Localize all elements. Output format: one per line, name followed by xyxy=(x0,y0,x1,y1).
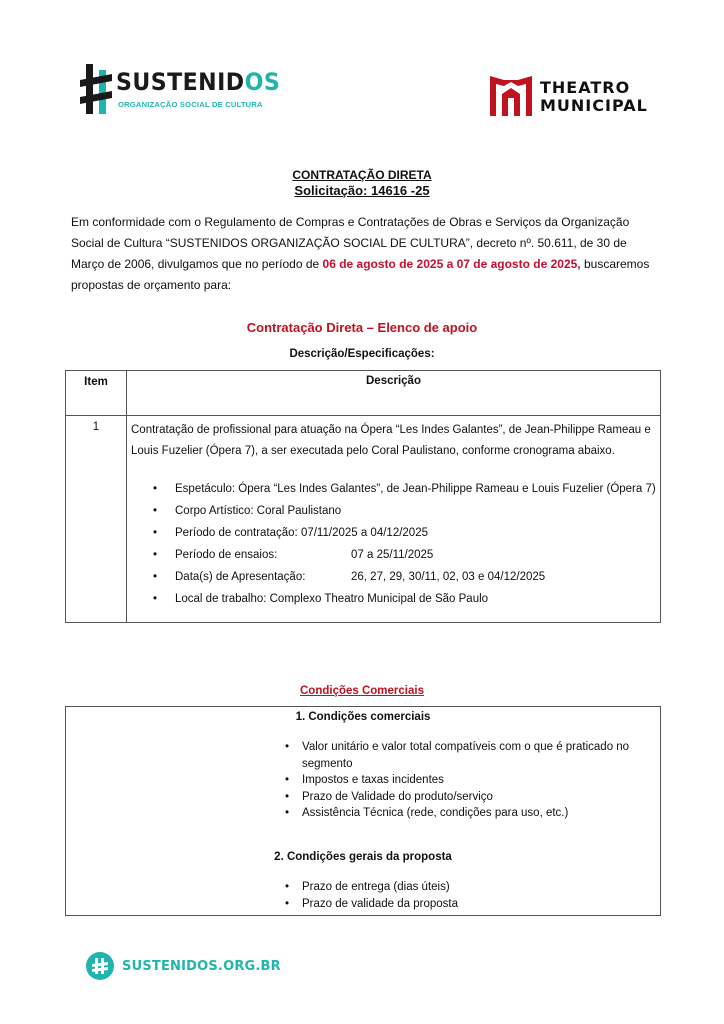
theatro-line1: THEATRO xyxy=(540,78,631,97)
period-highlight: 06 de agosto de 2025 a 07 de agosto de 2025, xyxy=(322,257,581,271)
list-item: • Prazo de validade da proposta xyxy=(302,896,652,913)
column-header-description: Descrição xyxy=(127,371,661,416)
list-item: • Impostos e taxas incidentes xyxy=(302,772,652,789)
list-item: • Período de ensaios: 07 a 25/11/2025 xyxy=(175,544,656,566)
item-description xyxy=(127,416,661,623)
column-header-item: Item xyxy=(66,371,127,416)
list-item: • Data(s) de Apresentação: 26, 27, 29, 30/11, 02, 03 e 04/12/2025 xyxy=(175,566,656,588)
commercial-list xyxy=(302,739,652,822)
proposal-list xyxy=(302,879,652,912)
table-header-row xyxy=(66,371,661,416)
table-row xyxy=(66,416,661,623)
list-item: • Período de contratação: 07/11/2025 a 04/12/2025 xyxy=(175,522,656,544)
schedule-list xyxy=(131,478,656,610)
sustenidos-circle-icon xyxy=(86,952,114,980)
theatro-arch-icon xyxy=(490,74,532,116)
intro-paragraph: Em conformidade com o Regulamento de Compras e Contratações de Obras e Serviços da Organização Social de Cultura “SUSTENIDOS ORGANIZAÇÃO SOCIAL DE CULTURA”, decreto nº. 50.611, de 30 de Março de 2006, divulgamos que no período de 06 de agosto de 2025 a 07 de agosto de 2025, buscaremos propostas de orçamento para: xyxy=(71,215,650,292)
sustenidos-tagline: ORGANIZAÇÃO SOCIAL DE CULTURA xyxy=(118,100,263,109)
list-item: • Prazo de entrega (dias úteis) xyxy=(302,879,652,896)
solicitation-number: Solicitação: 14616 -25 xyxy=(294,183,430,198)
document-title: CONTRATAÇÃO DIRETA xyxy=(292,168,432,182)
footer-website-link[interactable]: SUSTENIDOS.ORG.BR xyxy=(122,959,281,974)
footer-logo xyxy=(86,952,286,982)
description-text: Contratação de profissional para atuação na Ópera “Les Indes Galantes”, de Jean-Philippe Rameau e Louis Fuzelier (Ópera 7), a ser executada pelo Coral Paulistano, conforme cronograma abaixo. xyxy=(131,424,651,457)
list-item: • Local de trabalho: Complexo Theatro Municipal de São Paulo xyxy=(175,588,656,610)
list-item: • Espetáculo: Ópera “Les Indes Galantes”, de Jean-Philippe Rameau e Louis Fuzelier (Ópera 7) xyxy=(175,478,656,500)
theatro-line2: MUNICIPAL xyxy=(540,96,648,115)
proposal-subheading: 2. Condições gerais da proposta xyxy=(274,851,452,863)
section-title: Contratação Direta – Elenco de apoio xyxy=(246,320,478,335)
list-item: • Corpo Artístico: Coral Paulistano xyxy=(175,500,656,522)
commercial-conditions-title: Condições Comerciais xyxy=(300,685,424,697)
theatro-municipal-logo xyxy=(490,74,660,118)
commercial-conditions-box xyxy=(65,706,661,916)
hash-icon xyxy=(80,62,112,116)
sustenidos-wordmark: SUSTENIDOS xyxy=(116,68,281,96)
list-item: • Valor unitário e valor total compatíveis com o que é praticado no segmento xyxy=(302,739,652,772)
commercial-subheading: 1. Condições comerciais xyxy=(295,711,431,723)
description-label: Descrição/Especificações: xyxy=(289,348,435,360)
items-table xyxy=(65,370,661,623)
list-item: • Assistência Técnica (rede, condições para uso, etc.) xyxy=(302,805,652,822)
list-item: • Prazo de Validade do produto/serviço xyxy=(302,789,652,806)
sustenidos-logo xyxy=(80,62,280,122)
item-number: 1 xyxy=(66,416,127,623)
